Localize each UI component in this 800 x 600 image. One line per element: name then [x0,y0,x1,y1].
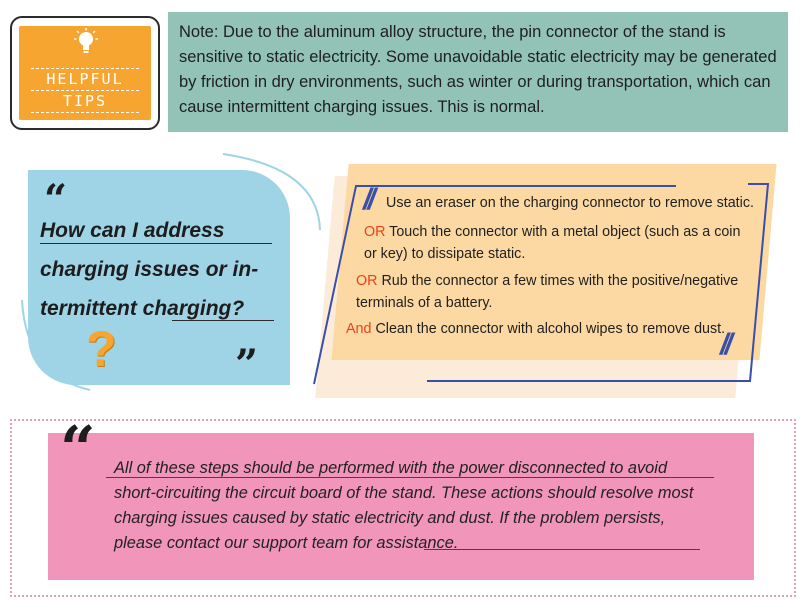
step-text: Clean the connector with alcohol wipes to remove dust. [375,321,726,337]
step-text-continued: terminals of a battery. [356,295,493,311]
step-item [386,192,754,214]
step-prefix: And [346,321,372,337]
badge-divider [31,68,139,69]
question-line: termittent charging? [40,297,245,320]
warning-line: short-circuiting the circuit board of the stand. These actions should resolve most [114,484,694,502]
question-line: How can I address [40,219,225,242]
step-text: Touch the connector with a metal object (such as a coin [389,224,741,240]
warning-line: charging issues caused by static electricity and dust. If the problem persists, [114,509,666,527]
step-prefix: OR [356,273,378,289]
helpful-tips-badge [10,16,160,130]
warning-underline [106,477,714,478]
question-underline [172,320,274,321]
close-quote-icon: ” [235,341,259,388]
warning-line: please contact our support team for assistance. [114,534,459,552]
badge-title-line1: HELPFUL [46,70,124,88]
warning-line: All of these steps should be performed with the power disconnected to avoid [114,459,668,477]
warning-underline [424,549,700,550]
step-text: Rub the connector a few times with the positive/negative [381,273,739,289]
question-line: charging issues or in- [40,258,259,281]
steps-close-mark: // [720,328,729,361]
badge-divider [31,112,139,113]
badge-divider [31,90,139,91]
step-item [346,318,725,340]
question-text [40,211,280,328]
step-item [364,221,740,265]
question-mark-icon: ? [86,321,117,377]
note-box: Note: Due to the aluminum alloy structure, the pin connector of the stand is sensitive to static electricity. Some unavoidable static electricity may be generated by friction in dry environments, such as winter or during transportation, which can cause intermittent charging issues. This is normal. [168,12,788,132]
helpful-tips-panel [19,26,151,120]
warning-text [114,456,754,556]
step-text-continued: or key) to dissipate static. [364,246,526,262]
step-prefix: OR [364,224,386,240]
lightbulb-icon [74,28,98,56]
open-quote-icon: “ [44,176,68,223]
warning-open-quote-icon: “ [60,412,96,485]
badge-title-line2: TIPS [62,92,108,110]
step-text: Use an eraser on the charging connector to remove static. [386,195,754,211]
steps-open-mark: // [363,183,372,216]
step-item [356,270,738,314]
question-underline [40,243,272,244]
